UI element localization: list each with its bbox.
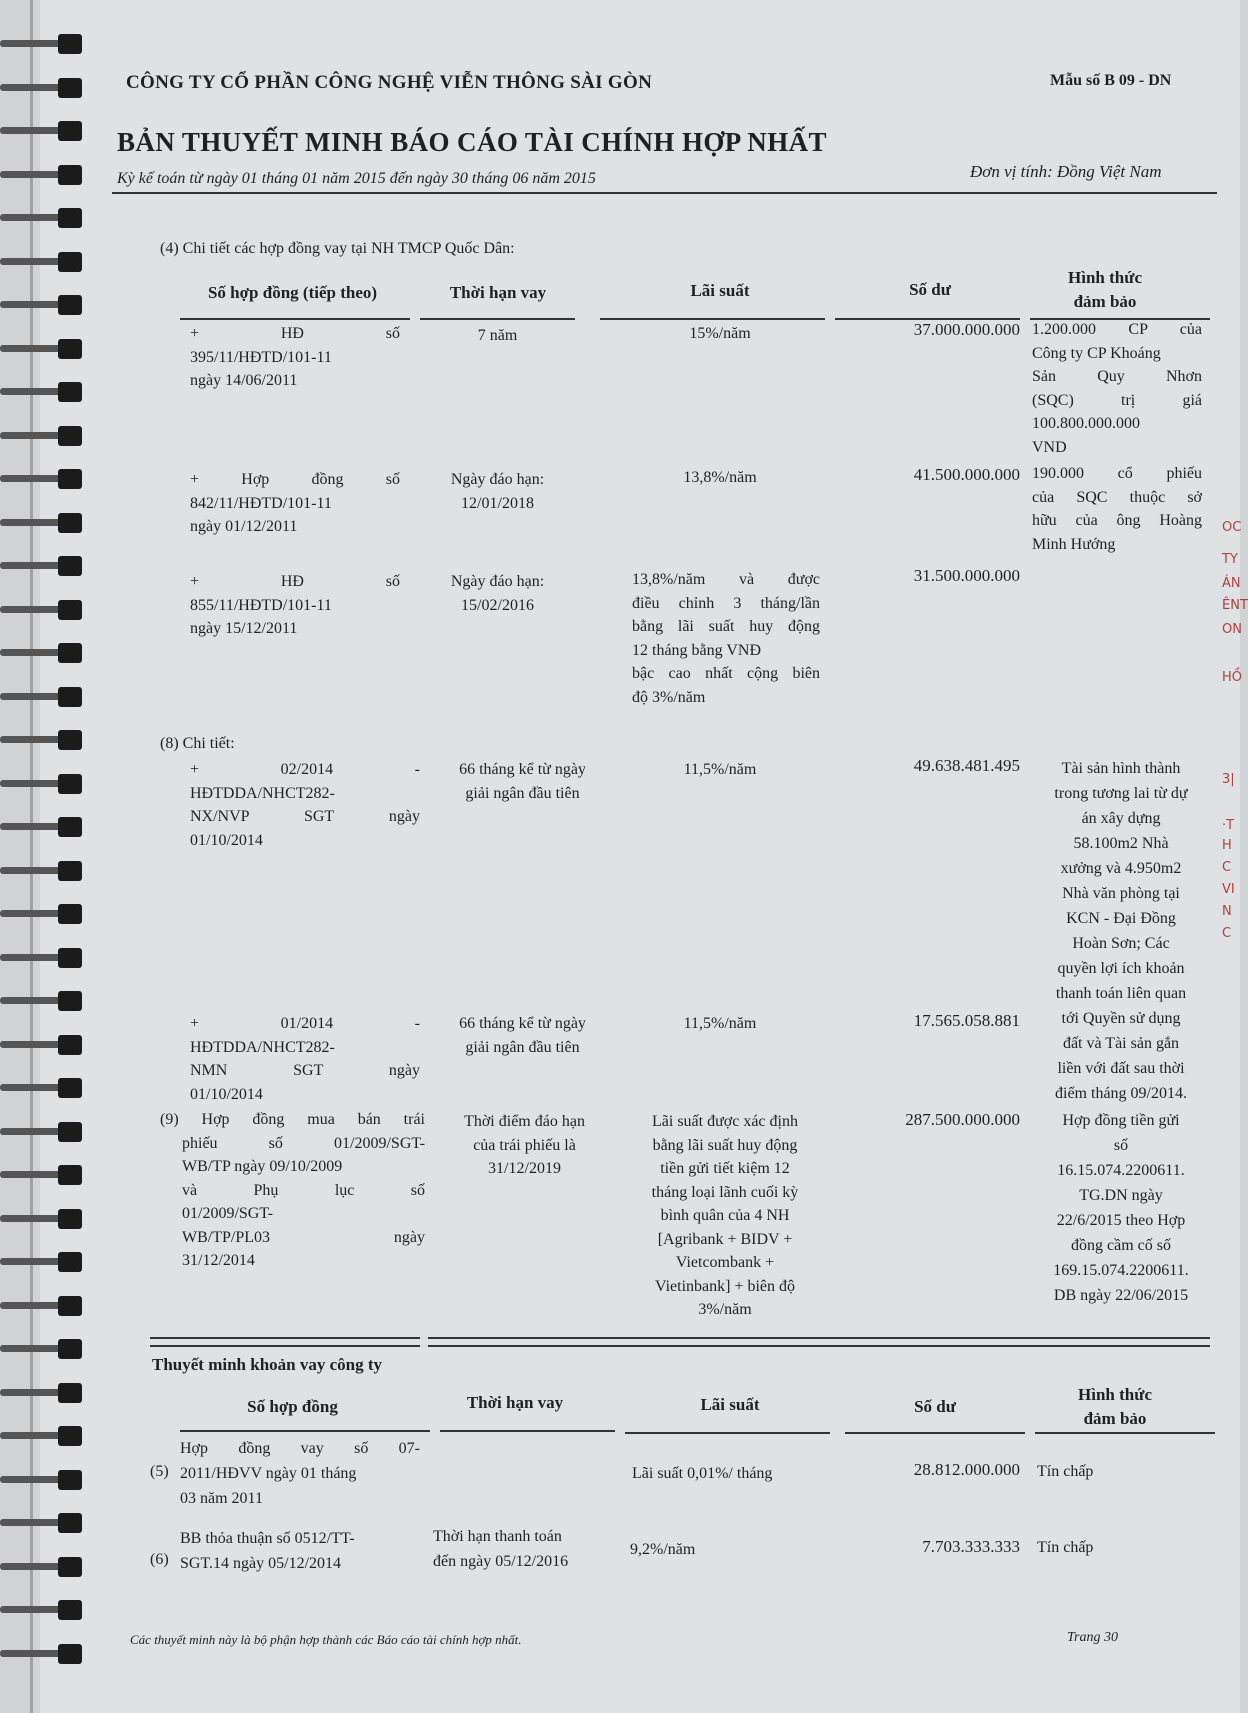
company-name: CÔNG TY CỔ PHẦN CÔNG NGHỆ VIỄN THÔNG SÀI GÒN — [126, 72, 653, 93]
loan-term-cell: Thời hạn thanh toán đến ngày 05/12/2016 — [433, 1528, 569, 1570]
loan-contract-cell: Hợp đồng vay số 07- 2011/HĐVV ngày 01 tháng 03 năm 2011 — [180, 1440, 420, 1507]
binding-ring — [0, 1507, 92, 1541]
header-underline — [420, 318, 575, 320]
binding-ring — [0, 1116, 92, 1150]
section-divider — [428, 1337, 1210, 1347]
loan-term-cell: Thời điểm đáo hạn của trái phiếu là 31/12/2019 — [464, 1113, 585, 1177]
header-underline — [180, 318, 410, 320]
loan-balance-cell: 28.812.000.000 — [913, 1460, 1020, 1479]
header-divider — [112, 192, 1217, 194]
section-8-heading: (8) Chi tiết: — [160, 735, 235, 752]
currency-unit: Đơn vị tính: Đồng Việt Nam — [970, 162, 1162, 181]
binding-ring — [0, 1333, 92, 1367]
col-header-rate: Lãi suất — [700, 1395, 760, 1414]
header-underline — [1035, 1432, 1215, 1434]
binding-ring — [0, 637, 92, 671]
binding-ring — [0, 159, 92, 193]
loan-rate-cell: Lãi suất được xác định bằng lãi suất huy động tiền gửi tiết kiệm 12 tháng loại lãnh cuối kỳ bình quân của 4 NH [Agribank + BIDV + Vietcombank + Vietinbank] + biên độ 3%/năm — [651, 1113, 799, 1318]
col-header-term: Thời hạn vay — [466, 1393, 564, 1412]
header-underline — [440, 1430, 615, 1432]
col-header-balance: Số dư — [909, 280, 951, 299]
header-underline — [845, 1432, 1025, 1434]
col-header-contract: Số hợp đồng (tiếp theo) — [207, 283, 378, 302]
section-divider — [150, 1337, 420, 1347]
form-number: Mẫu số B 09 - DN — [1050, 72, 1172, 89]
report-period: Kỳ kế toán từ ngày 01 tháng 01 năm 2015 đến ngày 30 tháng 06 năm 2015 — [117, 170, 596, 187]
binding-ring — [0, 855, 92, 889]
loan-term-cell: Ngày đáo hạn: 15/02/2016 — [450, 573, 545, 614]
loan-rate-cell: 9,2%/năm — [630, 1541, 696, 1558]
page-number: Trang 30 — [1067, 1630, 1118, 1645]
binding-ring — [0, 202, 92, 236]
binding-ring — [0, 550, 92, 584]
report-title: BẢN THUYẾT MINH BÁO CÁO TÀI CHÍNH HỢP NHẤT — [117, 127, 827, 157]
loan-collateral-cell: Tín chấp — [1037, 1463, 1094, 1480]
binding-ring — [0, 985, 92, 1019]
loan-index: (5) — [150, 1463, 169, 1480]
loan-balance-cell: 49.638.481.495 — [913, 756, 1020, 775]
binding-ring — [0, 1420, 92, 1454]
binding-ring — [0, 768, 92, 802]
binding-ring — [0, 1290, 92, 1324]
col-header-contract: Số hợp đồng — [247, 1397, 338, 1416]
binding-ring — [0, 420, 92, 454]
loan-balance-cell: 7.703.333.333 — [922, 1537, 1020, 1556]
footer-note: Các thuyết minh này là bộ phận hợp thành các Báo cáo tài chính hợp nhất. — [130, 1632, 522, 1647]
edge-bleed-marks: OC TY ÁN ÊNT ON HỒ 3| ·T H C VI N C — [1222, 520, 1248, 941]
loan-contract-cell: + 01/2014 - HĐTDDA/NHCT282- NMN SGT ngày 01/10/2014 — [190, 1015, 420, 1103]
loan-contract-cell: + Hợp đồng số 842/11/HĐTD/101-11 ngày 01/12/2011 — [190, 471, 400, 535]
binding-ring — [0, 1594, 92, 1628]
binding-ring — [0, 1203, 92, 1237]
loan-term-cell: 7 năm — [477, 327, 518, 344]
binding-ring — [0, 1029, 92, 1063]
loan-rate-cell: 11,5%/năm — [683, 1015, 757, 1032]
binding-ring — [0, 811, 92, 845]
binding-ring — [0, 1551, 92, 1585]
loan-term-cell: Ngày đáo hạn: 12/01/2018 — [450, 471, 545, 512]
binding-ring — [0, 376, 92, 410]
loan-contract-cell: + HĐ số 855/11/HĐTD/101-11 ngày 15/12/2011 — [190, 573, 400, 637]
binding-ring — [0, 507, 92, 541]
binding-ring — [0, 1246, 92, 1280]
binding-ring — [0, 1638, 92, 1672]
loan-collateral-cell: Tín chấp — [1037, 1539, 1094, 1556]
header-underline — [600, 318, 825, 320]
loan-contract-cell: + 02/2014 - HĐTDDA/NHCT282- NX/NVP SGT ngày 01/10/2014 — [190, 761, 420, 849]
binding-ring — [0, 1159, 92, 1193]
header-underline — [625, 1432, 830, 1434]
loan-index: (6) — [150, 1551, 169, 1568]
binding-ring — [0, 246, 92, 280]
loan-rate-cell: 13,8%/năm — [683, 469, 757, 486]
loan-collateral-cell: 190.000 cổ phiếu của SQC thuộc sở hữu của ông Hoàng Minh Hướng — [1032, 465, 1202, 553]
loan-term-cell: 66 tháng kể từ ngày giải ngân đầu tiên — [459, 1015, 586, 1056]
binding-ring — [0, 28, 92, 62]
binding-ring — [0, 1464, 92, 1498]
binding-ring — [0, 1072, 92, 1106]
col-header-balance: Số dư — [914, 1397, 956, 1416]
section-8-collateral: Tài sản hình thành trong tương lai từ dự án xây dựng 58.100m2 Nhà xưởng và 4.950m2 Nhà văn phòng tại KCN - Đại Đồng Hoàn Sơn; Các quyền lợi ích khoản thanh toán liên quan tới Quyền sử dụng đất và Tài sản gắn liền với đất sau thời điểm tháng 09/2014. — [1054, 760, 1188, 1102]
loan-contract-cell: + HĐ số 395/11/HĐTD/101-11 ngày 14/06/2011 — [190, 325, 400, 389]
loan-rate-cell: 13,8%/năm và được điều chỉnh 3 tháng/lần bằng lãi suất huy động 12 tháng bằng VNĐ bậc cao nhất cộng biên độ 3%/năm — [632, 571, 820, 706]
loan-balance-cell: 31.500.000.000 — [913, 566, 1020, 585]
loan-collateral-cell: 1.200.000 CP của Công ty CP Khoáng Sản Quy Nhơn (SQC) trị giá 100.800.000.000 VND — [1032, 321, 1202, 456]
col-header-rate: Lãi suất — [690, 281, 750, 300]
loan-term-cell: 66 tháng kể từ ngày giải ngân đầu tiên — [459, 761, 586, 802]
section-4-heading: (4) Chi tiết các hợp đồng vay tại NH TMCP Quốc Dân: — [160, 240, 515, 257]
loan-rate-cell: 15%/năm — [689, 325, 751, 342]
loan-balance-cell: 37.000.000.000 — [913, 320, 1020, 339]
binding-ring — [0, 594, 92, 628]
loan-contract-cell: (9) Hợp đồng mua bán trái phiếu số 01/2009/SGT- WB/TP ngày 09/10/2009 và Phụ lục số 01/2009/SGT- WB/TP/PL03 ngày 31/12/2014 — [160, 1111, 425, 1269]
loan-rate-cell: Lãi suất 0,01%/ tháng — [632, 1465, 773, 1482]
loan-contract-cell: BB thỏa thuận số 0512/TT- SGT.14 ngày 05/12/2014 — [180, 1530, 355, 1572]
binding-ring — [0, 463, 92, 497]
binding-ring — [0, 72, 92, 106]
binding-ring — [0, 681, 92, 715]
binding-ring — [0, 289, 92, 323]
col-header-term: Thời hạn vay — [449, 283, 547, 302]
spiral-binding — [0, 0, 92, 1713]
loan-rate-cell: 11,5%/năm — [683, 761, 757, 778]
binding-ring — [0, 1377, 92, 1411]
loan-balance-cell: 287.500.000.000 — [905, 1110, 1020, 1129]
loan-balance-cell: 17.565.058.881 — [913, 1011, 1020, 1030]
col-header-collateral: Hình thức đảm bảo — [1078, 1385, 1152, 1428]
col-header-collateral: Hình thức đảm bảo — [1068, 268, 1142, 311]
binding-ring — [0, 898, 92, 932]
header-underline — [180, 1430, 430, 1432]
loan-balance-cell: 41.500.000.000 — [913, 465, 1020, 484]
company-loans-heading: Thuyết minh khoản vay công ty — [152, 1355, 383, 1374]
binding-ring — [0, 942, 92, 976]
binding-ring — [0, 333, 92, 367]
binding-ring — [0, 724, 92, 758]
binding-ring — [0, 115, 92, 149]
loan-collateral-cell: Hợp đồng tiền gửi số 16.15.074.2200611. TG.DN ngày 22/6/2015 theo Hợp đồng cầm cố số 169.15.074.2200611. DB ngày 22/06/2015 — [1053, 1112, 1189, 1304]
